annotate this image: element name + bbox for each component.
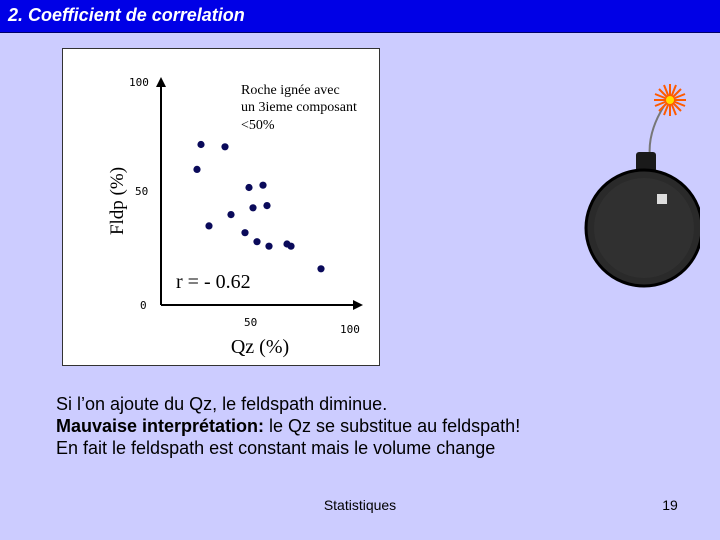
explanation-line-3: En fait le feldspath est constant mais le volume change: [56, 438, 496, 458]
explanation-text: [56, 393, 656, 459]
annotation-line-3: <50%: [241, 118, 275, 133]
data-point-11: [253, 238, 260, 245]
x-axis-label: Qz (%): [230, 336, 290, 358]
data-point-3: [193, 166, 200, 173]
data-point-7: [263, 202, 270, 209]
slide-title: 2. Coefficient de correlation: [8, 5, 245, 25]
data-point-6: [249, 204, 256, 211]
explanation-line-2-rest: le Qz se substitue au feldspath!: [264, 416, 521, 436]
data-point-9: [205, 222, 212, 229]
x-tick-50: 50: [244, 316, 258, 329]
origin-label: 0: [140, 299, 147, 312]
x-tick-100: 100: [340, 323, 360, 336]
y-tick-100: 100: [129, 76, 149, 89]
data-point-4: [245, 184, 252, 191]
explanation-line-2: [56, 415, 656, 437]
data-point-14: [287, 243, 294, 250]
footer-label: Statistiques: [323, 497, 397, 513]
annotation-line-1: Roche ignée avec: [241, 83, 340, 98]
scatter-chart: [62, 48, 380, 366]
title-bar: [0, 0, 720, 33]
data-point-8: [227, 211, 234, 218]
data-point-10: [241, 229, 248, 236]
page-number: 19: [662, 497, 678, 513]
data-point-12: [265, 243, 272, 250]
data-points: [193, 141, 324, 273]
data-point-15: [317, 265, 324, 272]
bomb-icon: [580, 80, 700, 290]
y-axis-label: Fldp (%): [107, 166, 128, 236]
annotation-line-2: un 3ieme composant: [241, 100, 357, 115]
explanation-line-1: Si l’on ajoute du Qz, le feldspath diminue.: [56, 394, 388, 414]
data-point-1: [197, 141, 204, 148]
explanation-line-2-bold: Mauvaise interprétation:: [56, 416, 265, 436]
y-tick-50: 50: [135, 185, 149, 198]
correlation-label: r = - 0.62: [176, 271, 251, 293]
data-point-2: [221, 143, 228, 150]
scatter-plot-svg: [63, 49, 381, 367]
data-point-5: [259, 182, 266, 189]
